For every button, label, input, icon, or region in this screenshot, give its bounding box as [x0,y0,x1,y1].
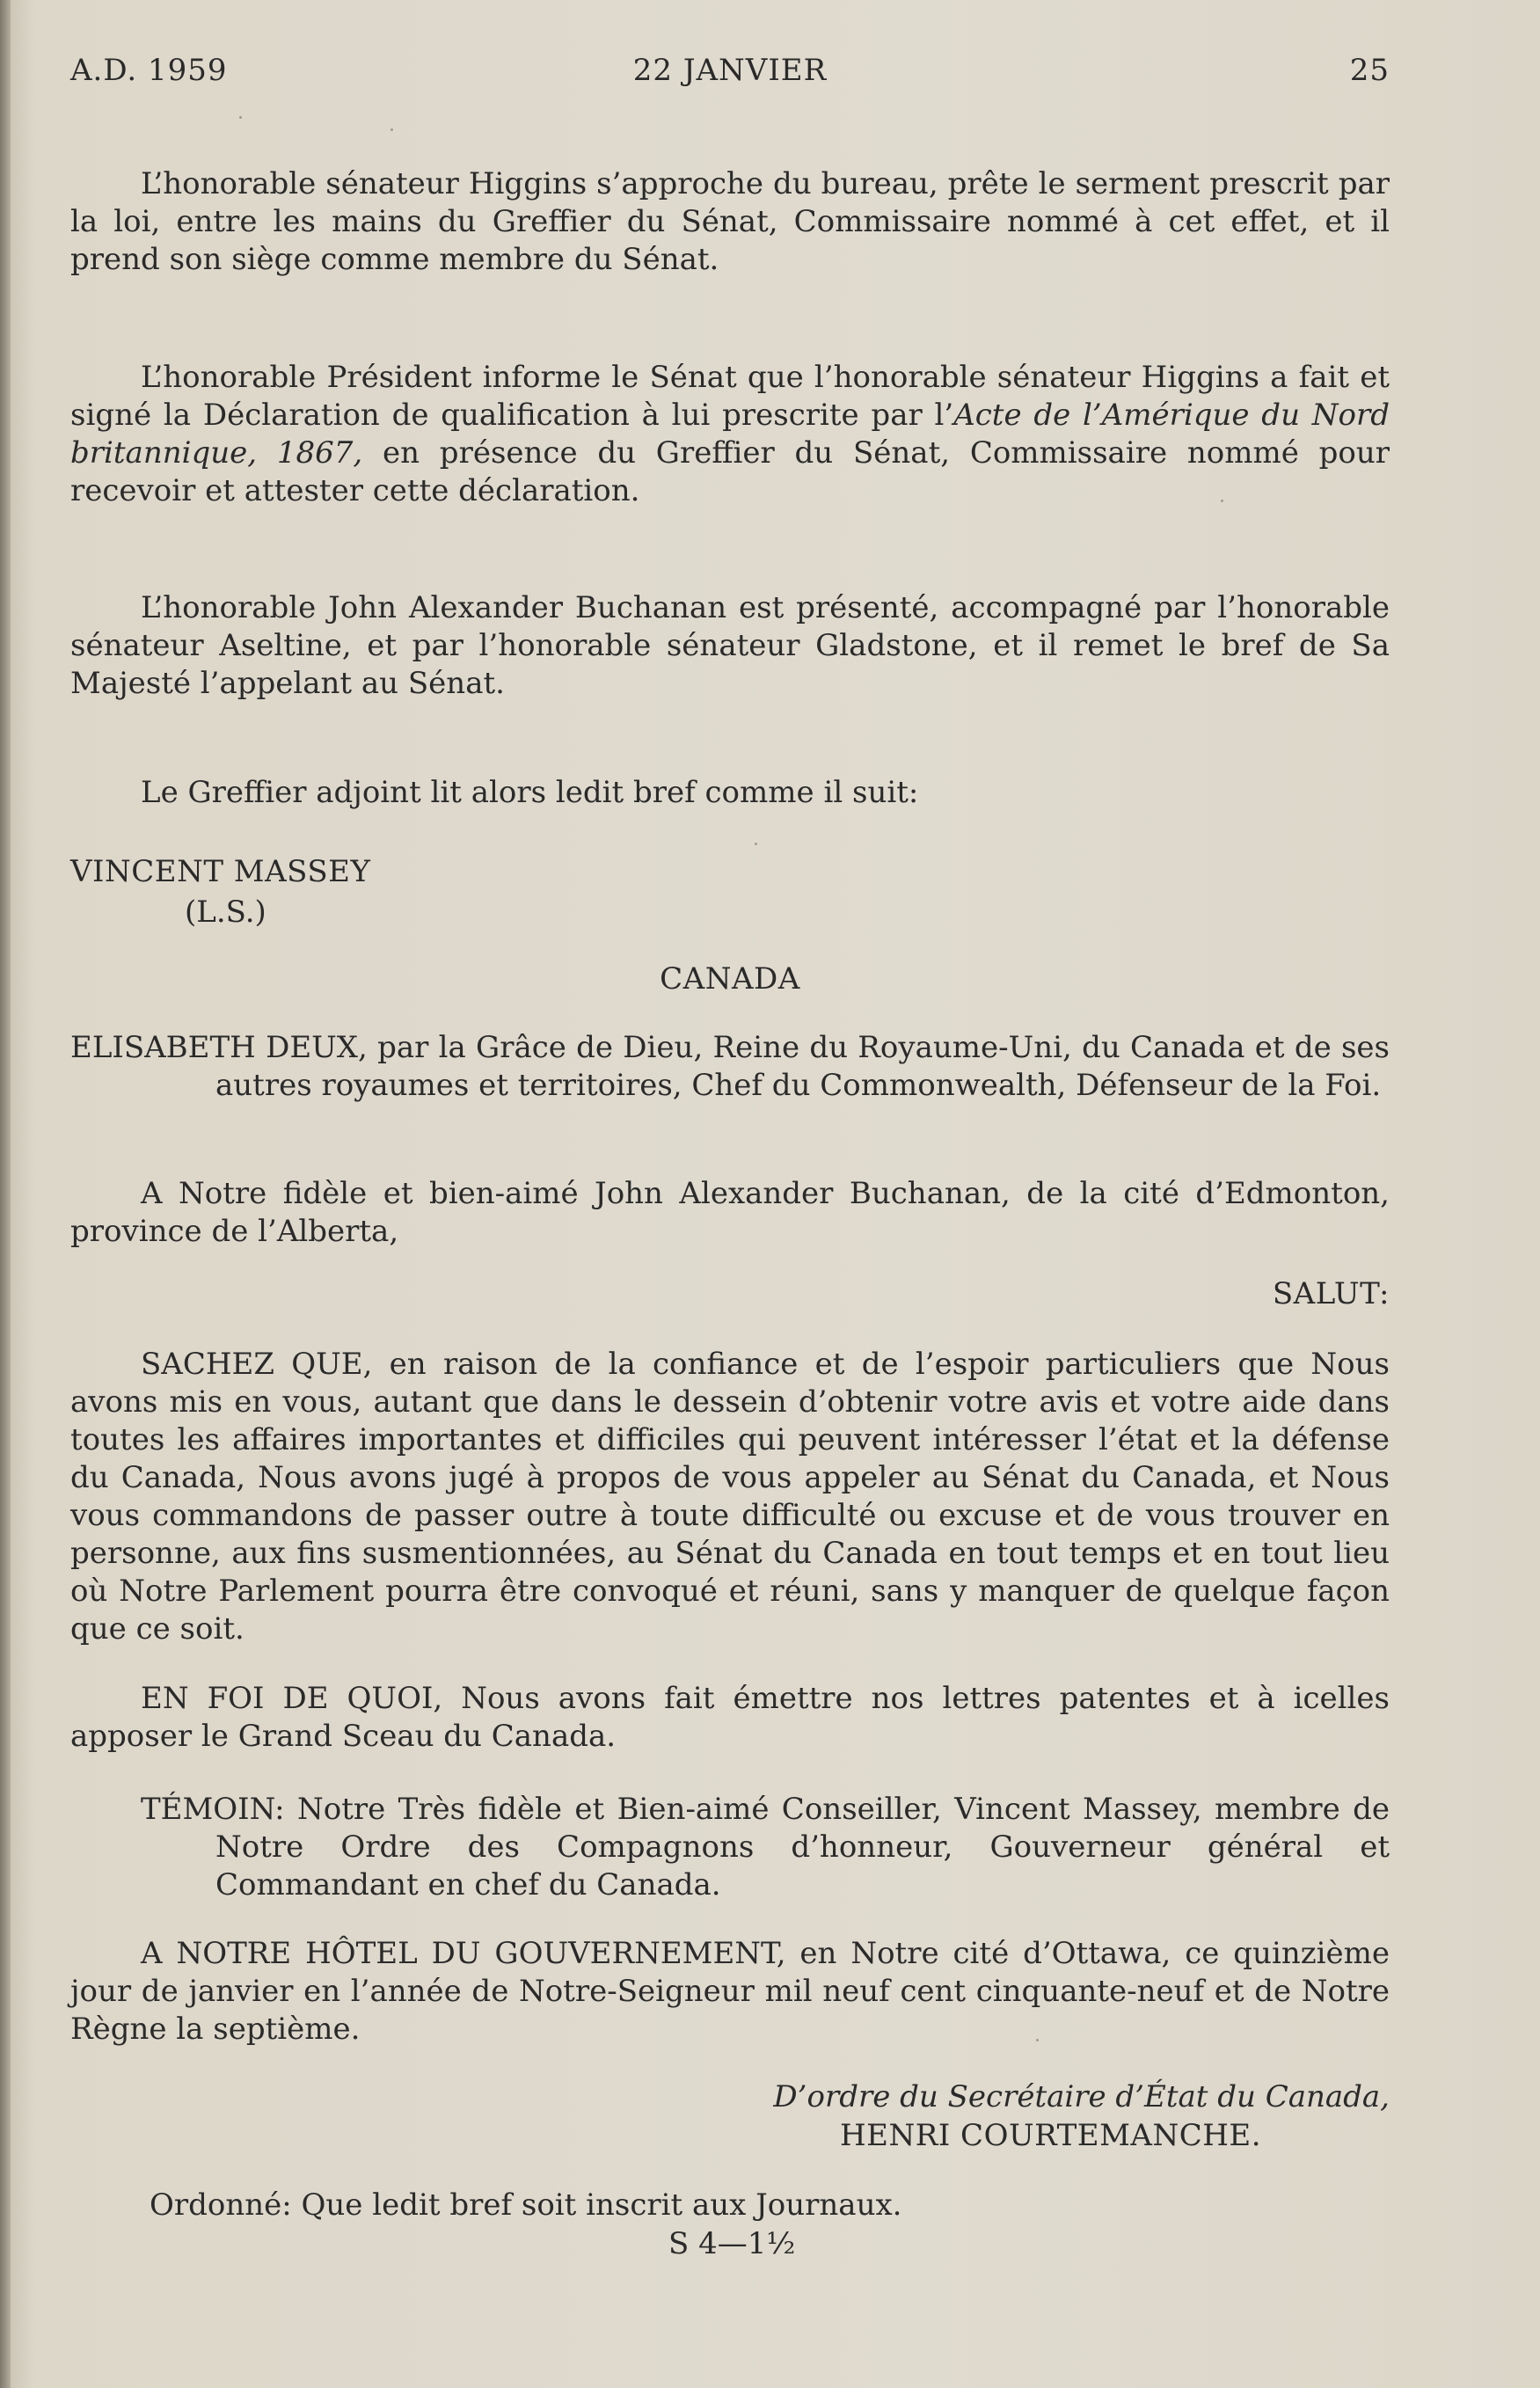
writ-witness: TÉMOIN: Notre Très fidèle et Bien-aimé Conseiller, Vincent Massey, membre de Notre Ordre des Compagnons d’honneur, Gouverneur général et Commandant en chef du Canada. [141,1792,1390,1902]
paper-speck [1221,500,1223,502]
header-year: A.D. 1959 [70,53,228,88]
writ-address: A Notre fidèle et bien-aimé John Alexander Buchanan, de la cité d’Edmonton, province de l’Alberta, [70,1176,1390,1249]
writ-body: SACHEZ QUE, en raison de la confiance et de l’espoir particuliers que Nous avons mis en vous, autant que dans le dessein d’obtenir votre avis et votre aide dans toutes les affaires importantes et difficiles qui peuvent intéresser l’état et la défense du Canada, Nous avons jugé à propos de vous appeler au Sénat du Canada, et Nous vous commandons de passer outre à toute difficulté ou excuse et de vous trouver en personne, aux fins susmentionnées, au Sénat du Canada en tout temps et en tout lieu où Notre Parlement pourra être convoqué et réuni, sans y manquer de quelque façon que ce soit. [70,1347,1390,1647]
header-date: 22 JANVIER [632,53,828,88]
paragraph-clerk-reads: Le Greffier adjoint lit alors ledit bref comme il suit: [141,775,919,810]
running-header [70,53,1390,97]
paper-speck [239,116,242,119]
writ-given-at: A NOTRE HÔTEL DU GOUVERNEMENT, en Notre cité d’Ottawa, ce quinzième jour de janvier en l’année de Notre-Seigneur mil neuf cent cinquante-neuf et de Notre Règne la septième. [70,1936,1390,2047]
writ-signatory: VINCENT MASSEY [70,854,371,889]
paragraph-declaration-text-1: L’honorable Président informe le Sénat que l’honorable sénateur Higgins a fait et signé la Déclaration de qualification à lui prescrite par l’ [70,360,1390,433]
writ-salutation: SALUT: [1272,1276,1390,1311]
paragraph-buchanan-presented: L’honorable John Alexander Buchanan est présenté, accompagné par l’honorable sénateur Aseltine, et par l’honorable sénateur Gladstone, et il remet le bref de Sa Majesté l’appelant au Sénat. [70,590,1390,701]
writ-seal: (L.S.) [185,895,266,930]
printer-signature-mark: S 4—1½ [668,2226,796,2261]
paragraph-oath-higgins: L’honorable sénateur Higgins s’approche du bureau, prête le serment prescrit par la loi, entre les mains du Greffier du Sénat, Commissaire nommé à cet effet, et il prend son siège comme membre du Sénat. [70,166,1390,277]
page-number: 25 [1349,53,1390,88]
order-entry: Ordonné: Que ledit bref soit inscrit aux Journaux. [150,2187,902,2223]
writ-sovereign-titles: ELISABETH DEUX, par la Grâce de Dieu, Reine du Royaume-Uni, du Canada et de ses autres royaumes et territoires, Chef du Commonwealth, Défenseur de la Foi. [70,1030,1390,1103]
paper-speck [1036,2039,1039,2041]
paper-speck [390,128,393,131]
writ-under-secretary: HENRI COURTEMANCHE. [840,2118,1262,2153]
act-title: Acte de l’Amérique du Nord britannique, 1867, [70,398,1390,471]
writ-in-faith-clause: EN FOI DE QUOI, Nous avons fait émettre nos lettres patentes et à icelles apposer le Grand Sceau du Canada. [70,1681,1390,1754]
writ-by-command: D’ordre du Secrétaire d’État du Canada, [773,2079,1390,2114]
paper-speck [755,843,757,845]
paragraph-declaration [70,359,1390,510]
paragraph-declaration-text-2: en présence du Greffier du Sénat, Commissaire nommé pour recevoir et attester cette déclaration. [70,435,1390,508]
page-binding-edge [0,0,11,2388]
writ-country: CANADA [660,961,800,997]
